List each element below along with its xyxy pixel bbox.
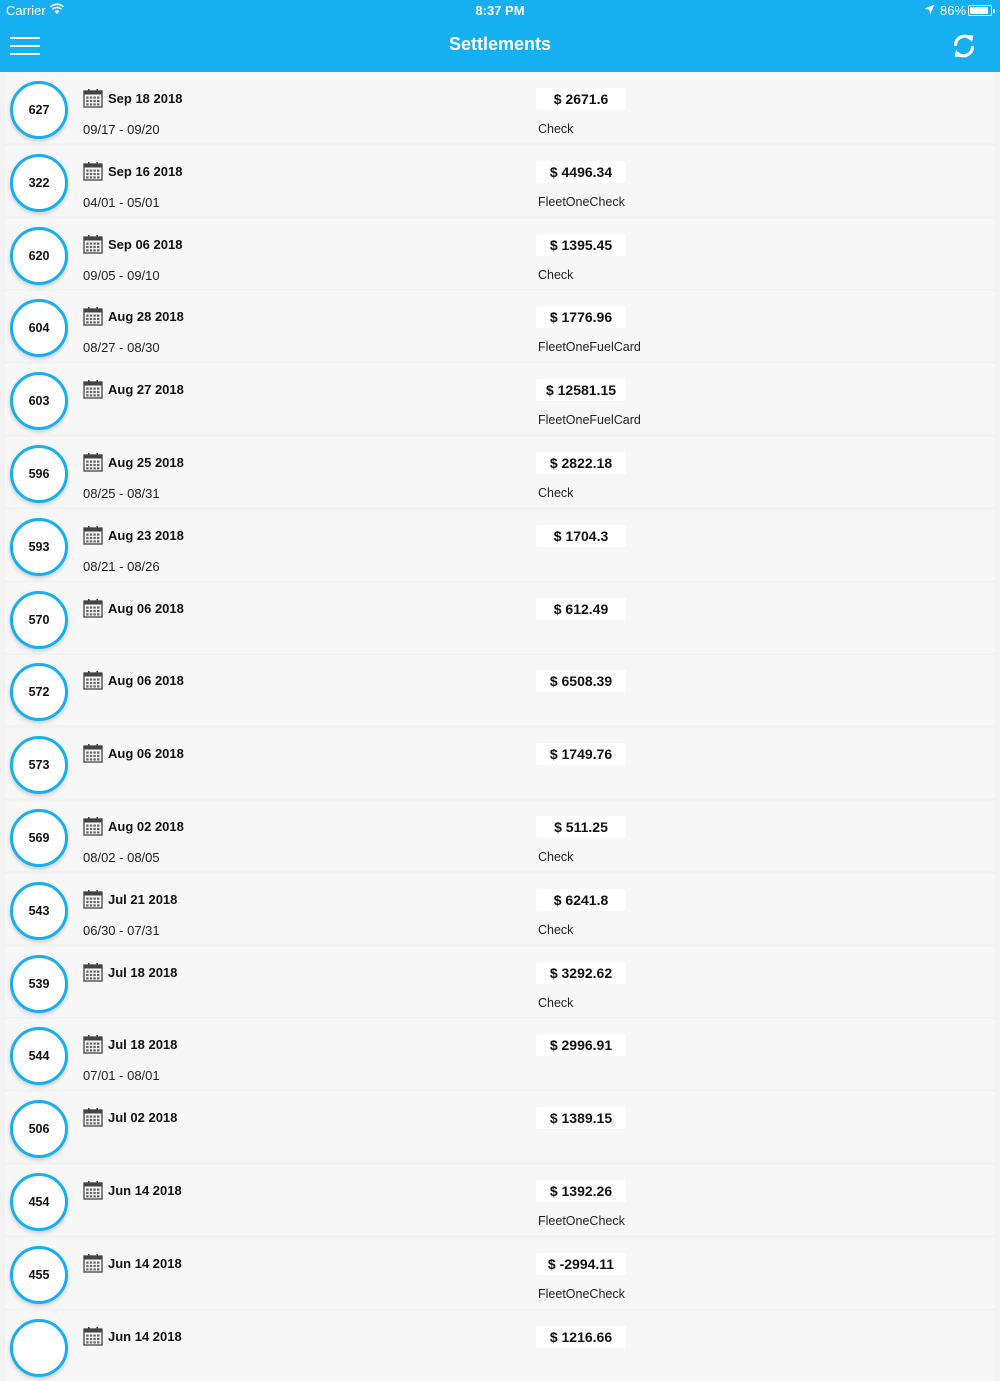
settlement-amount: $ 1749.76 (536, 743, 626, 765)
settlement-date: Jul 02 2018 (108, 1110, 178, 1126)
settlement-date: Aug 27 2018 (108, 382, 184, 398)
settlement-number-badge: 593 (10, 518, 68, 576)
settlement-row[interactable] (5, 874, 995, 944)
settlement-row[interactable] (5, 219, 995, 289)
settlement-amount: $ 6241.8 (536, 889, 626, 911)
settlement-amount: $ 2996.91 (536, 1034, 626, 1056)
settlement-period: 09/05 - 09/10 (83, 267, 160, 283)
settlement-date: Sep 06 2018 (108, 236, 183, 252)
settlement-date: Aug 06 2018 (108, 673, 184, 689)
settlement-number-badge: 322 (10, 154, 68, 212)
settlement-row[interactable] (5, 1165, 995, 1235)
payment-method: FleetOneFuelCard (538, 340, 641, 355)
payment-method: Check (538, 267, 574, 282)
settlement-amount: $ 1776.96 (536, 306, 626, 328)
settlement-date: Sep 18 2018 (108, 91, 183, 106)
settlement-row[interactable] (5, 583, 995, 653)
settlement-date: Jul 21 2018 (108, 891, 178, 907)
payment-method: FleetOneFuelCard (538, 413, 641, 428)
battery-icon (968, 5, 992, 16)
settlement-number-badge: 543 (10, 882, 68, 940)
calendar-icon (83, 306, 103, 326)
settlement-amount: $ 1389.15 (536, 1107, 626, 1129)
calendar-icon (83, 1034, 103, 1054)
location-arrow-icon (924, 4, 935, 15)
settlement-period: 08/25 - 08/31 (83, 485, 160, 501)
settlement-number-badge: 572 (10, 663, 68, 721)
payment-method: FleetOneCheck (538, 1213, 625, 1228)
calendar-icon (83, 816, 103, 836)
calendar-icon (83, 598, 103, 618)
settlement-amount: $ 12581.15 (536, 379, 626, 401)
calendar-icon (83, 1326, 103, 1346)
page-title: Settlements (448, 34, 552, 54)
settlement-number-badge: 455 (10, 1246, 68, 1304)
settlement-row[interactable] (5, 1311, 995, 1381)
settlement-period: 08/02 - 08/05 (83, 849, 160, 865)
calendar-icon (83, 379, 103, 399)
settlement-period: 04/01 - 05/01 (83, 194, 160, 210)
calendar-icon (83, 670, 103, 690)
payment-method: FleetOneCheck (538, 194, 625, 209)
settlement-amount: $ 4496.34 (536, 161, 626, 183)
settlement-amount: $ 612.49 (536, 598, 626, 620)
settlement-period: 06/30 - 07/31 (83, 922, 160, 938)
settlement-row[interactable] (5, 437, 995, 507)
settlement-period: 08/21 - 08/26 (83, 558, 160, 574)
settlement-row[interactable] (5, 1092, 995, 1162)
status-bar (0, 0, 1000, 22)
settlement-number-badge: 604 (10, 299, 68, 357)
settlement-number-badge: 539 (10, 955, 68, 1013)
settlement-date: Aug 02 2018 (108, 818, 184, 834)
settlement-row[interactable] (5, 728, 995, 798)
settlement-date: Jul 18 2018 (108, 1037, 178, 1053)
calendar-icon (83, 962, 103, 982)
settlement-row[interactable] (5, 1019, 995, 1089)
settlement-row[interactable] (5, 146, 995, 216)
carrier-label: Carrier (6, 3, 46, 18)
calendar-icon (83, 234, 103, 254)
settlement-row[interactable] (5, 364, 995, 434)
payment-method: Check (538, 849, 574, 864)
calendar-icon (83, 452, 103, 472)
settlement-period: 09/17 - 09/20 (83, 122, 160, 137)
settlement-number-badge: 506 (10, 1100, 68, 1158)
settlement-date: Jun 14 2018 (108, 1255, 182, 1271)
calendar-icon (83, 1107, 103, 1127)
settlements-list[interactable] (5, 73, 995, 1345)
settlement-amount: $ 1395.45 (536, 234, 626, 256)
settlement-date: Aug 23 2018 (108, 527, 184, 543)
settlement-date: Aug 06 2018 (108, 600, 184, 616)
settlement-date: Jul 18 2018 (108, 964, 178, 980)
payment-method: Check (538, 922, 574, 937)
settlement-amount: $ 1392.26 (536, 1180, 626, 1202)
settlement-date: Sep 16 2018 (108, 163, 183, 179)
settlement-amount: $ 1216.66 (536, 1326, 626, 1348)
settlement-row[interactable] (5, 291, 995, 361)
settlement-date: Jun 14 2018 (108, 1328, 182, 1344)
settlement-number-badge: 570 (10, 591, 68, 649)
settlement-date: Jun 14 2018 (108, 1182, 182, 1198)
settlement-amount: $ -2994.11 (536, 1253, 626, 1275)
settlement-number-badge: 569 (10, 809, 68, 867)
settlement-amount: $ 3292.62 (536, 962, 626, 984)
settlement-row[interactable] (5, 73, 995, 143)
settlement-row[interactable] (5, 801, 995, 871)
settlement-number-badge: 620 (10, 227, 68, 285)
settlement-period: 08/27 - 08/30 (83, 340, 160, 356)
payment-method: Check (538, 995, 574, 1010)
payment-method: FleetOneCheck (538, 1286, 625, 1301)
settlement-number-badge: 544 (10, 1027, 68, 1085)
calendar-icon (83, 1253, 103, 1273)
settlement-amount: $ 1704.3 (536, 525, 626, 547)
settlement-amount: $ 511.25 (536, 816, 626, 838)
settlement-number-badge: 627 (10, 81, 68, 139)
settlement-period: 07/01 - 08/01 (83, 1068, 160, 1084)
settlement-row[interactable] (5, 1238, 995, 1308)
settlement-number-badge: 573 (10, 736, 68, 794)
settlement-amount: $ 2822.18 (536, 452, 626, 474)
settlement-row[interactable] (5, 655, 995, 725)
settlement-amount: $ 6508.39 (536, 670, 626, 692)
calendar-icon (83, 1180, 103, 1200)
settlement-number-badge: 596 (10, 445, 68, 503)
settlement-date: Aug 06 2018 (108, 746, 184, 762)
calendar-icon (83, 88, 103, 108)
settlement-row[interactable] (5, 510, 995, 580)
settlement-number-badge: 603 (10, 372, 68, 430)
calendar-icon (83, 161, 103, 181)
payment-method: Check (538, 122, 574, 136)
battery-percent: 86% (940, 3, 967, 18)
payment-method: Check (538, 485, 574, 500)
calendar-icon (83, 743, 103, 763)
calendar-icon (83, 889, 103, 909)
settlement-date: Aug 28 2018 (108, 309, 184, 325)
sync-icon[interactable] (950, 32, 978, 60)
status-time: 8:37 PM (475, 3, 525, 18)
settlement-number-badge (10, 1319, 68, 1377)
settlement-number-badge: 454 (10, 1173, 68, 1231)
settlement-row[interactable] (5, 947, 995, 1017)
settlement-date: Aug 25 2018 (108, 454, 184, 470)
calendar-icon (83, 525, 103, 545)
settlement-amount: $ 2671.6 (536, 88, 626, 110)
navigation-bar (0, 22, 1000, 72)
